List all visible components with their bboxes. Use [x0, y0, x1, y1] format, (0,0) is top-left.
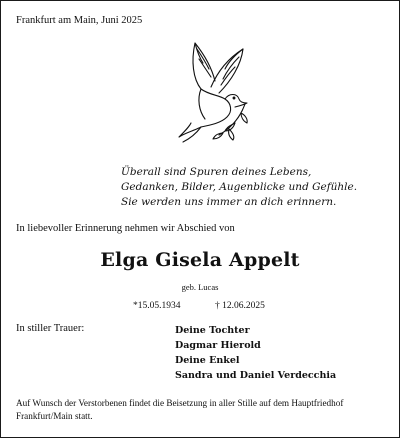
quote-line: Gedanken, Bilder, Augenblicke und Gefühle.	[121, 181, 358, 193]
mourner-item: Deine Tochter	[175, 325, 250, 336]
dove-with-olive-branch-icon	[161, 39, 251, 144]
memorial-quote	[121, 165, 381, 210]
quote-line: Sie werden uns immer an dich erinnern.	[121, 196, 337, 208]
burial-note	[16, 397, 391, 423]
mourner-item: Sandra und Daniel Verdecchia	[175, 370, 337, 381]
death-date: † 12.06.2025	[215, 301, 265, 311]
place-date: Frankfurt am Main, Juni 2025	[16, 15, 143, 26]
mourning-label: In stiller Trauer:	[16, 323, 85, 334]
burial-note-line: Auf Wunsch der Verstorbenen findet die Beisetzung in aller Stille auf dem Hauptfriedhof	[16, 398, 344, 408]
mourner-item: Dagmar Hierold	[175, 340, 261, 351]
quote-line: Überall sind Spuren deines Lebens,	[121, 166, 312, 178]
birth-date: *15.05.1934	[133, 301, 181, 311]
mourner-item: Deine Enkel	[175, 355, 240, 366]
deceased-name: Elga Gisela Appelt	[100, 249, 300, 271]
mourners-list	[175, 323, 385, 383]
intro-text: In liebevoller Erinnerung nehmen wir Abschied von	[16, 223, 235, 234]
burial-note-line: Frankfurt/Main statt.	[16, 411, 93, 421]
maiden-name: geb. Lucas	[181, 282, 219, 292]
